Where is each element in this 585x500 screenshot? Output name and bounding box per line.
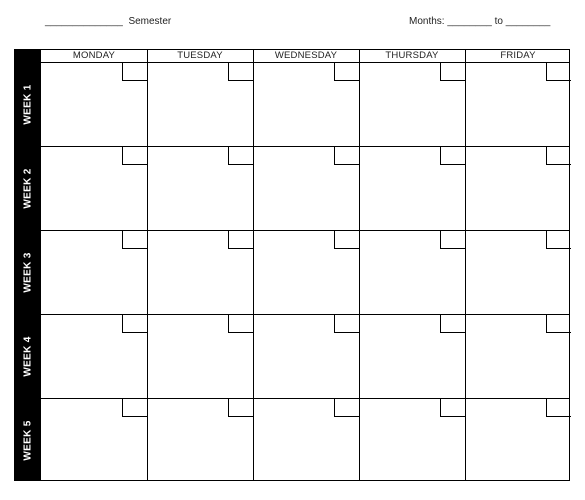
week-label-3 xyxy=(15,230,41,314)
weekly-calendar-grid xyxy=(14,49,570,481)
date-box[interactable] xyxy=(440,315,465,333)
week-label-text: WEEK 3 xyxy=(22,251,34,293)
day-cell-monday[interactable] xyxy=(41,314,147,398)
date-box[interactable] xyxy=(440,399,465,417)
week-label-text: WEEK 2 xyxy=(22,167,34,209)
date-box[interactable] xyxy=(228,231,253,249)
date-box[interactable] xyxy=(440,63,465,81)
date-box[interactable] xyxy=(546,315,571,333)
date-box[interactable] xyxy=(228,315,253,333)
semester-label: Semester xyxy=(128,16,172,27)
week-label-text: WEEK 4 xyxy=(22,335,34,377)
date-box[interactable] xyxy=(334,231,359,249)
date-box[interactable] xyxy=(546,63,571,81)
date-box[interactable] xyxy=(228,147,253,165)
semester-header xyxy=(45,16,171,27)
day-cell-thursday[interactable] xyxy=(359,398,465,482)
months-header xyxy=(409,16,550,27)
week-label-2 xyxy=(15,146,41,230)
date-box[interactable] xyxy=(122,63,147,81)
day-cell-friday[interactable] xyxy=(465,398,571,482)
day-cell-thursday[interactable] xyxy=(359,62,465,146)
day-cell-tuesday[interactable] xyxy=(147,62,253,146)
week-label-5 xyxy=(15,398,41,482)
date-box[interactable] xyxy=(440,147,465,165)
day-header-thursday: THURSDAY xyxy=(385,50,439,61)
date-box[interactable] xyxy=(546,231,571,249)
day-cell-wednesday[interactable] xyxy=(253,146,359,230)
date-box[interactable] xyxy=(122,231,147,249)
day-cell-tuesday[interactable] xyxy=(147,146,253,230)
date-box[interactable] xyxy=(334,63,359,81)
day-header-wednesday: WEDNESDAY xyxy=(274,50,338,61)
day-header-monday: MONDAY xyxy=(72,50,116,61)
day-cell-friday[interactable] xyxy=(465,62,571,146)
date-box[interactable] xyxy=(334,315,359,333)
months-to-word: to xyxy=(494,16,503,27)
date-box[interactable] xyxy=(440,231,465,249)
day-cell-wednesday[interactable] xyxy=(253,398,359,482)
date-box[interactable] xyxy=(122,399,147,417)
day-header-friday: FRIDAY xyxy=(500,50,536,61)
day-cell-monday[interactable] xyxy=(41,146,147,230)
day-cell-friday[interactable] xyxy=(465,146,571,230)
day-cell-friday[interactable] xyxy=(465,230,571,314)
semester-blank: ______________ xyxy=(45,16,123,27)
day-cell-friday[interactable] xyxy=(465,314,571,398)
date-box[interactable] xyxy=(122,315,147,333)
date-box[interactable] xyxy=(228,399,253,417)
day-cell-tuesday[interactable] xyxy=(147,398,253,482)
months-label: Months: xyxy=(409,16,445,27)
day-cell-tuesday[interactable] xyxy=(147,314,253,398)
date-box[interactable] xyxy=(228,63,253,81)
day-cell-wednesday[interactable] xyxy=(253,62,359,146)
date-box[interactable] xyxy=(122,147,147,165)
week-label-4 xyxy=(15,314,41,398)
date-box[interactable] xyxy=(334,399,359,417)
week-label-text: WEEK 5 xyxy=(22,419,34,461)
day-cell-thursday[interactable] xyxy=(359,314,465,398)
day-cell-thursday[interactable] xyxy=(359,146,465,230)
date-box[interactable] xyxy=(546,399,571,417)
day-cell-tuesday[interactable] xyxy=(147,230,253,314)
months-to-blank: ________ xyxy=(505,16,551,27)
week-label-1 xyxy=(15,62,41,146)
months-from-blank: ________ xyxy=(447,16,492,27)
day-cell-thursday[interactable] xyxy=(359,230,465,314)
week-label-text: WEEK 1 xyxy=(22,83,34,125)
day-cell-monday[interactable] xyxy=(41,62,147,146)
day-cell-wednesday[interactable] xyxy=(253,314,359,398)
day-header-tuesday: TUESDAY xyxy=(177,50,223,61)
day-cell-monday[interactable] xyxy=(41,230,147,314)
day-cell-monday[interactable] xyxy=(41,398,147,482)
day-cell-wednesday[interactable] xyxy=(253,230,359,314)
date-box[interactable] xyxy=(546,147,571,165)
date-box[interactable] xyxy=(334,147,359,165)
